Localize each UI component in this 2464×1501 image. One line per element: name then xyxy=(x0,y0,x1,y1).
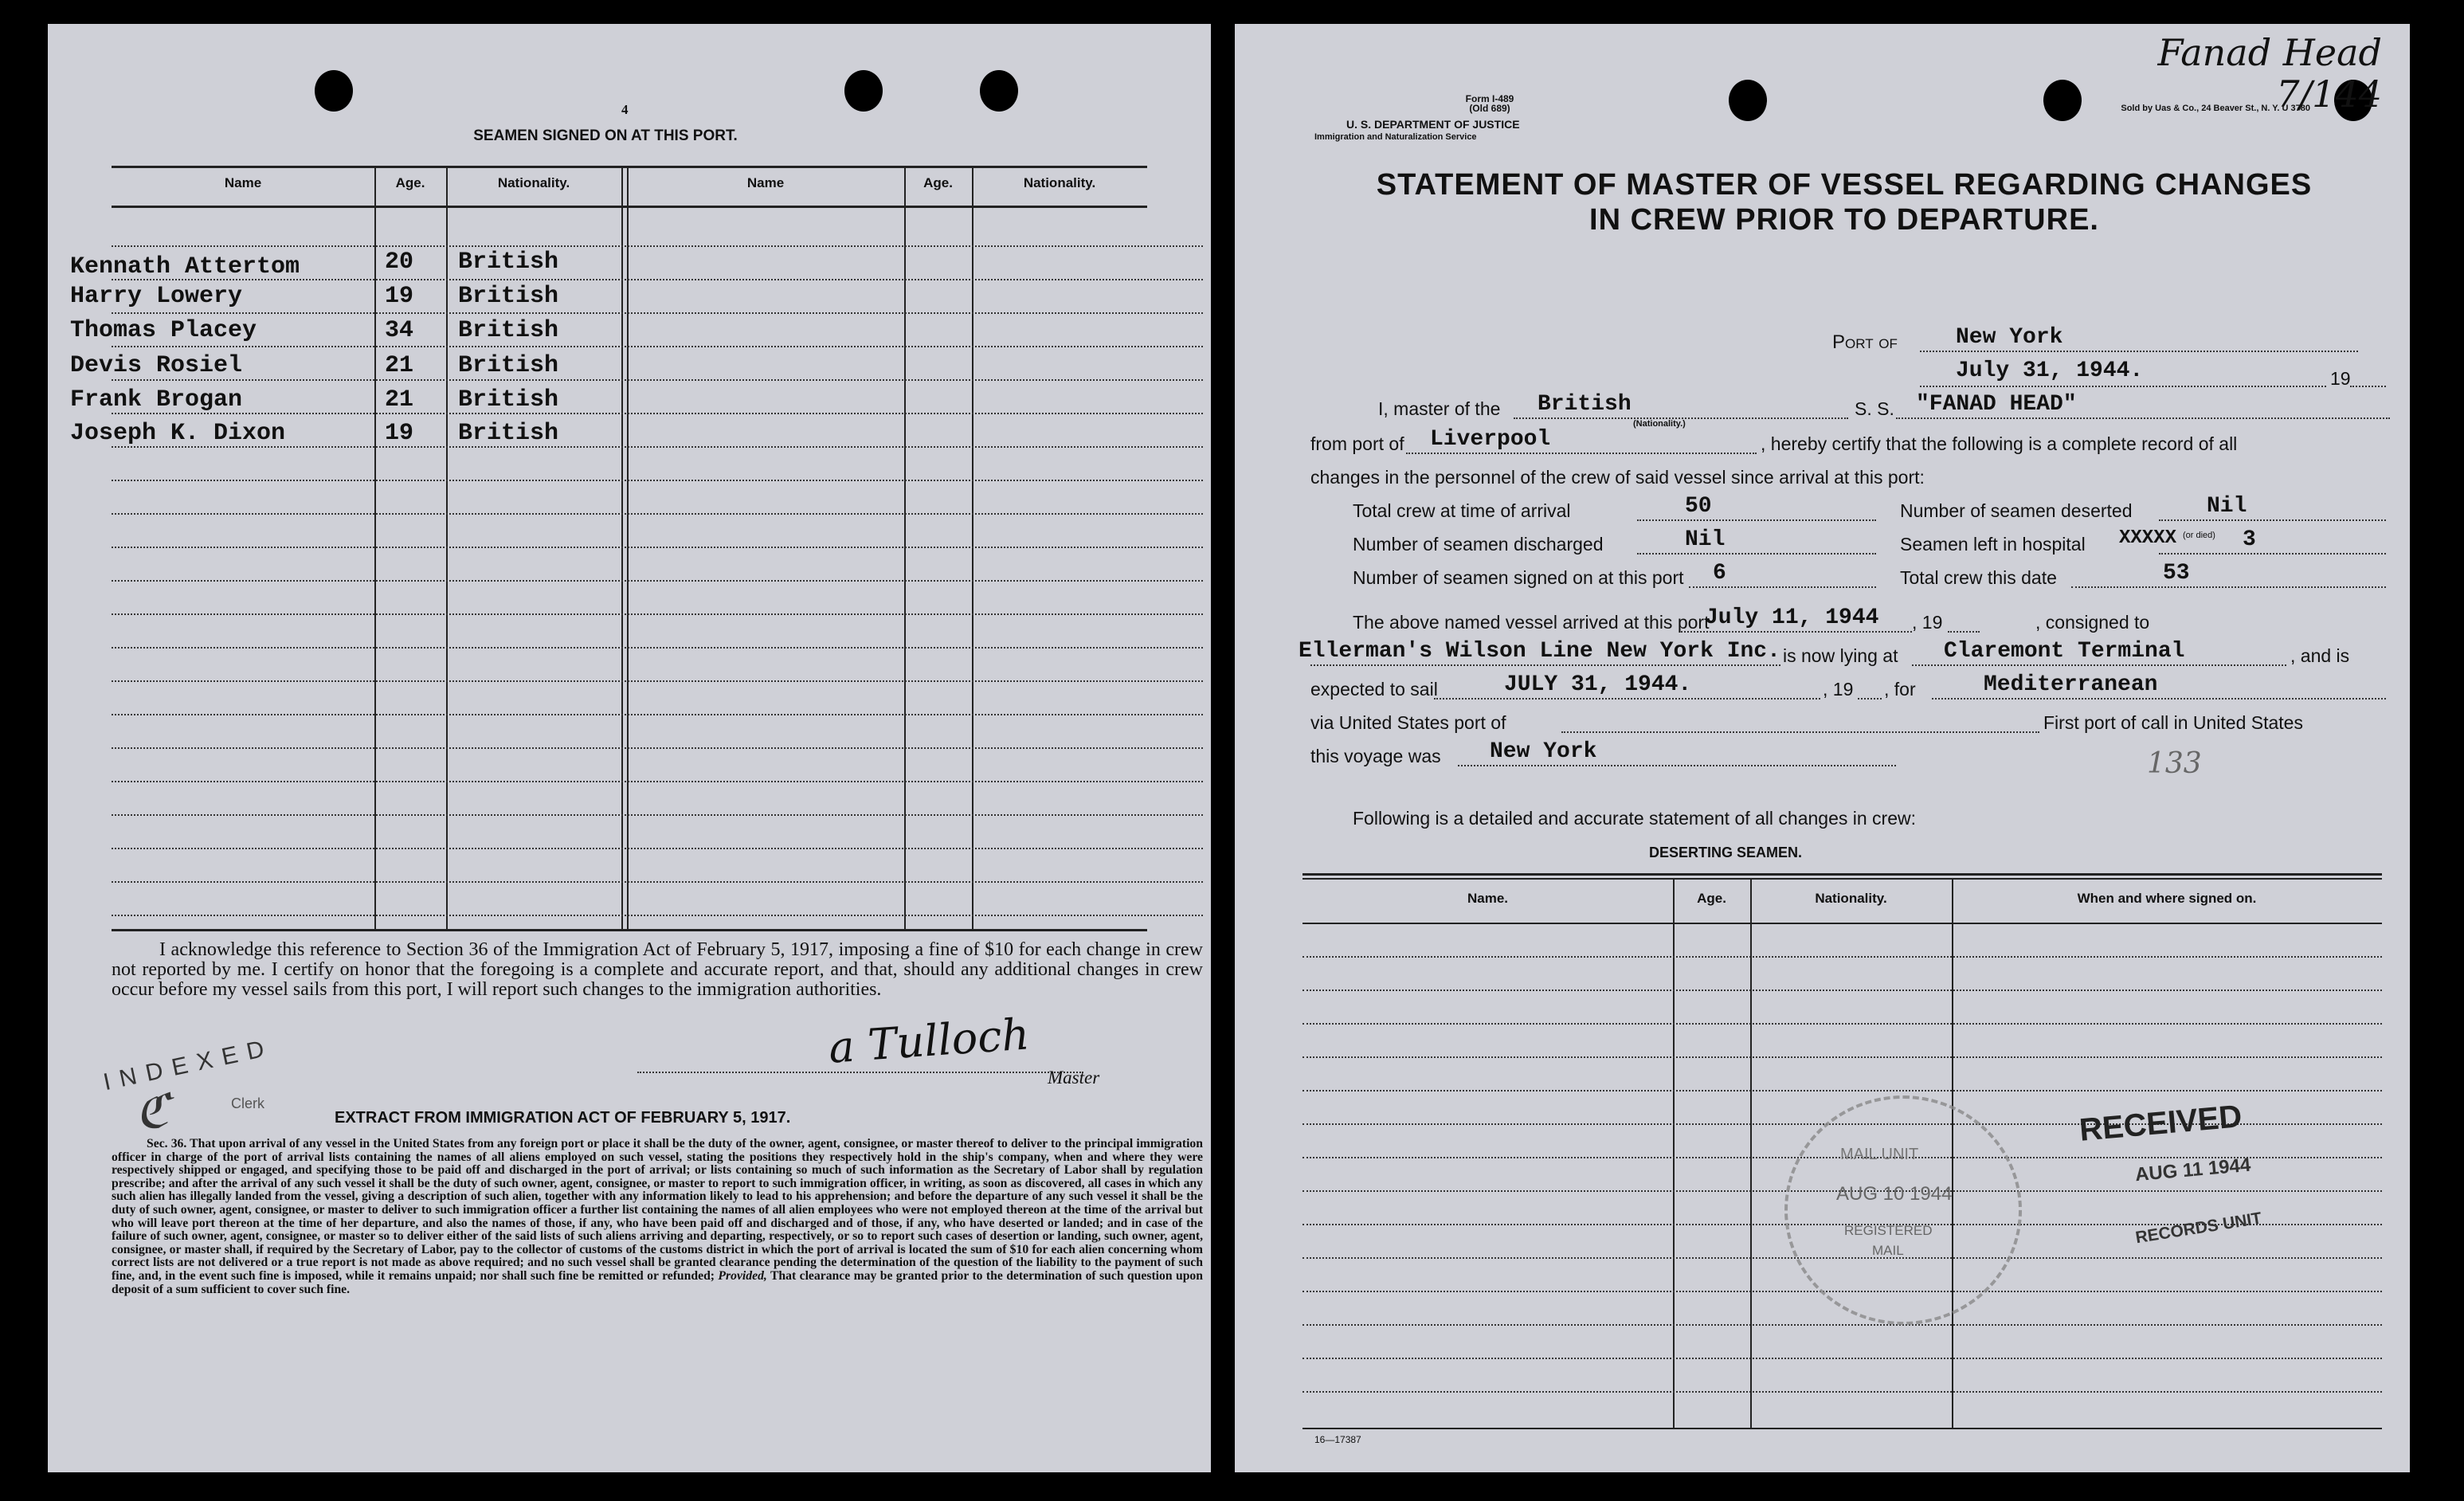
title-line-1: STATEMENT OF MASTER OF VESSEL REGARDING CHANGES xyxy=(1376,168,2313,202)
indexed-initials-mark: ℭ xyxy=(135,1084,170,1139)
total-crew-date-label: Total crew this date xyxy=(1900,567,2057,588)
right-page xyxy=(1235,24,2410,1472)
deserted-value: Nil xyxy=(2207,494,2247,519)
seaman-name: Frank Brogan xyxy=(70,386,243,413)
lying-value: Claremont Terminal xyxy=(1944,639,2185,664)
seaman-name: Thomas Placey xyxy=(70,317,257,344)
mail-stamp-date: AUG 10 1944 xyxy=(1836,1183,1953,1205)
seaman-age: 19 xyxy=(385,420,414,447)
port-value: New York xyxy=(1956,325,2063,350)
master-signature: a Tulloch xyxy=(827,1009,1032,1073)
department: U. S. DEPARTMENT OF JUSTICE xyxy=(1346,118,1520,131)
seaman-name: Kennath Attertom xyxy=(70,253,300,280)
deserting-header-signed-on: When and where signed on. xyxy=(2077,891,2257,906)
lying-suffix: , and is xyxy=(2290,645,2350,666)
seaman-nationality: British xyxy=(458,317,559,344)
form-no: Form I-489 xyxy=(1465,93,1514,104)
consignee-value: Ellerman's Wilson Line New York Inc. xyxy=(1299,639,1780,664)
mail-stamp-line1: MAIL UNIT xyxy=(1840,1146,1919,1163)
from-port-label: from port of xyxy=(1310,433,1404,454)
changes-text: changes in the personnel of the crew of said vessel since arrival at this port: xyxy=(1310,467,1925,488)
seaman-name: Harry Lowery xyxy=(70,283,243,310)
signed-on-label: Number of seamen signed on at this port xyxy=(1353,567,1684,588)
handwritten-reference: Fanad Head 7/144 xyxy=(2157,31,2382,116)
col-header-nationality: Nationality. xyxy=(497,175,570,190)
vessel-name: "FANAD HEAD" xyxy=(1916,392,2077,417)
col-header-age: Age. xyxy=(923,175,953,190)
date-suffix: 19 xyxy=(2330,368,2351,389)
form-old: (Old 689) xyxy=(1469,103,1510,114)
indexed-stamp: INDEXED xyxy=(100,1033,276,1096)
seller-imprint: Sold by Uas & Co., 24 Beaver St., N. Y. U 3780 xyxy=(2121,104,2310,113)
master-label: Master xyxy=(1048,1068,1100,1088)
deserting-header-name: Name. xyxy=(1467,891,1509,906)
extract-section: Sec. 36. xyxy=(147,1137,187,1150)
seaman-nationality: British xyxy=(458,352,559,379)
punch-hole xyxy=(844,70,883,112)
voyage-label: this voyage was xyxy=(1310,746,1441,766)
form-number xyxy=(1418,94,1561,113)
col-header-name: Name xyxy=(746,175,785,190)
arrived-suffix: , 19 xyxy=(1912,612,1943,633)
left-page xyxy=(48,24,1211,1472)
extract-body: That upon arrival of any vessel in the United States from any foreign port or place it shall be the duty of the owner, agent, consignee, or master thereof to deliver to the principal immigration officer in charge of the port of arrival lists containing the names of all aliens employed on such vessel, stating the positions they respectively hold in the ship's company, when and where they were respectively shipped or engaged, and specifying those to be paid off and discharged in the port of arrival; or lists containing so much of such information as the Secretary of Labor shall by regulation prescribe; and after the arrival of any such vessel it shall be the duty of such owner, agent, consignee, or master to report to such immigration officer, in writing, as soon as discovered, all cases in which any such alien has illegally landed from the vessel, giving a description of such alien, together with any information likely to lead to his apprehension; and before the departure of any such vessel it shall be the duty of such owner, agent, consignee, or master to deliver to such immigration officer a further list containing the names of all alien employees who were not employed thereon at the time of the arrival but who will leave port thereon at the time of her departure, and also the names of those, if any, who have been paid off and discharged and of those, if any, who have deserted or landed; and in case of the failure of such owner, agent, consignee, or master so to deliver either of the said lists of such aliens arriving and departing, respectively, or so to report such cases of desertion or landing, such owner, agent, consignee, or master shall, if required by the Secretary of Labor, pay to the collector of customs of the customs district in which the port of arrival is located the sum of $10 for each alien concerning whom correct lists are not delivered or a true report is not made as above required; and no such vessel shall be granted clearance pending the determination of the question of the liability to the payment of such fine, and, in the event such fine is imposed, while it remains unpaid; nor shall such fine be remitted or refunded; xyxy=(112,1137,1203,1283)
total-crew-date-value: 53 xyxy=(2163,561,2190,586)
extract-title: EXTRACT FROM IMMIGRATION ACT OF FEBRUARY 5, 1917. xyxy=(335,1109,791,1127)
pencil-number: 133 xyxy=(2147,747,2202,780)
seaman-age: 21 xyxy=(385,352,414,379)
punch-hole xyxy=(2043,80,2082,121)
for-label: , for xyxy=(1884,679,1916,700)
punch-hole xyxy=(980,70,1018,112)
following-text: Following is a detailed and accurate statement of all changes in crew: xyxy=(1353,808,1917,829)
seaman-nationality: British xyxy=(458,420,559,447)
deserting-title: DESERTING SEAMEN. xyxy=(1649,845,1803,860)
deserting-header-age: Age. xyxy=(1697,891,1726,906)
col-header-age: Age. xyxy=(395,175,425,190)
page-title xyxy=(1310,167,2378,237)
total-crew-arrival-value: 50 xyxy=(1685,494,1712,519)
mail-stamp-circle xyxy=(1784,1095,2022,1325)
seaman-age: 21 xyxy=(385,386,414,413)
seaman-nationality: British xyxy=(458,283,559,310)
destination-value: Mediterranean xyxy=(1984,672,2158,697)
signature-line xyxy=(637,1072,1083,1073)
records-unit-stamp: RECORDS UNIT xyxy=(2134,1209,2263,1248)
hospital-struck: XXXXX xyxy=(2119,527,2177,549)
extract-proviso: Provided, xyxy=(718,1268,767,1283)
hospital-caption: (or died) xyxy=(2183,531,2215,540)
lying-label: is now lying at xyxy=(1783,645,1898,666)
expected-suffix: , 19 xyxy=(1823,679,1854,700)
consigned-label: , consigned to xyxy=(2035,612,2150,633)
section-title: SEAMEN SIGNED ON AT THIS PORT. xyxy=(473,127,738,144)
punch-hole xyxy=(1729,80,1767,121)
seaman-name: Joseph K. Dixon xyxy=(70,420,286,447)
extract-text xyxy=(112,1138,1203,1296)
extract-end: That clearance may be granted prior to the determination of such question upon deposit of a sum sufficient to cover such fine. xyxy=(112,1268,1204,1296)
seaman-nationality: British xyxy=(458,249,559,276)
via-label: via United States port of xyxy=(1310,712,1506,733)
hospital-label: Seamen left in hospital xyxy=(1900,534,2086,555)
deserted-label: Number of seamen deserted xyxy=(1900,500,2133,521)
acknowledgement-text: I acknowledge this reference to Section 36 of the Immigration Act of February 5, 1917, imposing a fine of $10 for each change in crew not reported by me. I certify on honor that the foregoing is a complete and accurate report, and that, should any additional changes in crew occur before my vessel sails from this port, I will report such changes to the immigration authorities. xyxy=(112,939,1203,1000)
arrived-label: The above named vessel arrived at this port xyxy=(1353,612,1710,633)
footer-code: 16—17387 xyxy=(1314,1434,1361,1445)
punch-hole xyxy=(315,70,353,112)
mail-stamp-line2: REGISTERED xyxy=(1844,1223,1933,1238)
expected-label: expected to sail xyxy=(1310,679,1438,700)
col-header-name: Name xyxy=(224,175,262,190)
col-header-nationality: Nationality. xyxy=(1023,175,1096,190)
indexed-initials: Clerk xyxy=(231,1095,265,1111)
discharged-value: Nil xyxy=(1685,527,1726,552)
signed-on-value: 6 xyxy=(1713,561,1726,586)
voyage-value: New York xyxy=(1490,739,1597,764)
date-value: July 31, 1944. xyxy=(1956,359,2144,383)
title-line-2: IN CREW PRIOR TO DEPARTURE. xyxy=(1589,203,2099,237)
nationality-caption: (Nationality.) xyxy=(1633,419,1686,429)
certify-text: , hereby certify that the following is a complete record of all xyxy=(1761,433,2238,454)
port-label: Port of xyxy=(1832,331,1898,353)
master-of-label: I, master of the xyxy=(1378,398,1501,419)
seaman-name: Devis Rosiel xyxy=(70,352,243,379)
mail-stamp-line3: MAIL xyxy=(1872,1243,1904,1258)
first-port-label: First port of call in United States xyxy=(2043,712,2303,733)
page-number: 4 xyxy=(621,102,629,117)
arrived-value: July 11, 1944 xyxy=(1705,605,1879,630)
hospital-value: 3 xyxy=(2243,527,2256,552)
ss-label: S. S. xyxy=(1855,398,1894,419)
received-date: AUG 11 1944 xyxy=(2134,1154,2252,1186)
from-port-value: Liverpool xyxy=(1430,427,1551,452)
discharged-label: Number of seamen discharged xyxy=(1353,534,1604,555)
total-crew-arrival-label: Total crew at time of arrival xyxy=(1353,500,1571,521)
received-stamp: RECEIVED xyxy=(2078,1099,2243,1148)
deserting-header-nationality: Nationality. xyxy=(1815,891,1887,906)
seaman-age: 19 xyxy=(385,283,414,310)
seaman-nationality: British xyxy=(458,386,559,413)
seaman-age: 34 xyxy=(385,317,414,344)
service: Immigration and Naturalization Service xyxy=(1314,132,1477,142)
nationality-value: British xyxy=(1538,392,1632,417)
expected-value: JULY 31, 1944. xyxy=(1504,672,1692,697)
seaman-age: 20 xyxy=(385,249,414,276)
